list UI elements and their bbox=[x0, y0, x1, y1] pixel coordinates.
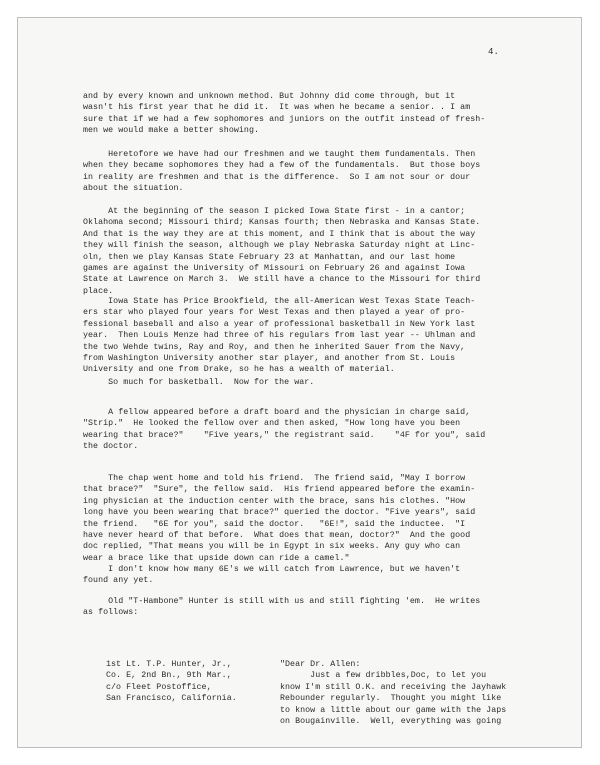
text-line: in reality are freshmen and that is the difference. So I am not sour or dour bbox=[83, 172, 471, 182]
text-line: I don't know how many 6E's we will catch from Lawrence, but we haven't bbox=[83, 565, 461, 574]
text-line: year. Then Louis Menze had three of his regulars from last year -- Uhlman and bbox=[83, 331, 476, 341]
text-line: from Washington University another star player, and another from St. Louis bbox=[83, 354, 456, 364]
text-line: that brace?" "Sure", the fellow said. His friend appeared before the examin- bbox=[83, 485, 476, 495]
text-line: At the beginning of the season I picked Iowa State first - in a cantor; bbox=[83, 207, 466, 216]
text-line: oln, then we play Kansas State February 23 at Manhattan, and our last home bbox=[83, 252, 456, 262]
text-line: doc replied, "That means you will be in Egypt in six weeks. Any guy who can bbox=[83, 542, 461, 552]
text-line: wasn't his first year that he did it. It was when he became a senior. . I am bbox=[83, 103, 471, 113]
paragraph-3 bbox=[83, 206, 553, 297]
text-line: State at Lawrence on March 3. We still have a chance to the Missouri for third bbox=[83, 275, 481, 285]
quoted-letter-line: know I'm still O.K. and receiving the Jayhawk bbox=[280, 682, 507, 692]
paragraph-2 bbox=[83, 149, 553, 195]
quoted-letter-line: to know a little about our game with the Japs bbox=[280, 705, 507, 715]
paragraph-5 bbox=[83, 377, 553, 388]
text-line: A fellow appeared before a draft board and the physician in charge said, bbox=[83, 408, 471, 417]
quoted-letter-line: "Dear Dr. Allen: bbox=[280, 660, 361, 669]
address-line: San Francisco, California. bbox=[106, 694, 237, 704]
text-line: Old "T-Hambone" Hunter is still with us and still fighting 'em. He writes bbox=[83, 597, 481, 606]
text-line: found any yet. bbox=[83, 576, 154, 586]
letter-address-block bbox=[106, 659, 246, 705]
typewritten-letter-page bbox=[18, 18, 581, 747]
text-line: long have you been wearing that brace?" queried the doctor. "Five years", said bbox=[83, 508, 476, 518]
text-line: as follows: bbox=[83, 608, 139, 618]
text-line: about the situation. bbox=[83, 184, 184, 194]
page-number: 4. bbox=[488, 47, 499, 57]
quoted-letter-line: Rebounder regularly. Thought you might like bbox=[280, 694, 502, 704]
text-line: fessional baseball and also a year of professional basketball in New York last bbox=[83, 319, 476, 329]
text-line: wearing that brace?" "Five years," the registrant said. "4F for you", said bbox=[83, 430, 486, 440]
paragraph-1 bbox=[83, 91, 553, 137]
document-page bbox=[17, 17, 582, 748]
address-line: 1st Lt. T.P. Hunter, Jr., bbox=[106, 660, 232, 669]
text-line: "Strip." He looked the fellow over and then asked, "How long have you been bbox=[83, 419, 461, 429]
quoted-letter-excerpt bbox=[280, 659, 560, 727]
quoted-letter-line: Just a few dribbles,Doc, to let you bbox=[280, 671, 487, 681]
text-line: the friend. "6E for you", said the doctor. "6E!", said the inductee. "I bbox=[83, 519, 466, 529]
text-line: Iowa State has Price Brookfield, the all-American West Texas State Teach- bbox=[83, 297, 476, 306]
text-line: the two Wehde twins, Ray and Roy, and then he inherited Sauer from the Navy, bbox=[83, 342, 466, 352]
text-line: sure that if we had a few sophomores and juniors on the outfit instead of fresh- bbox=[83, 114, 486, 124]
text-line: the doctor. bbox=[83, 442, 139, 452]
text-line: ing physician at the induction center with the brace, sans his clothes. "How bbox=[83, 496, 466, 506]
text-line: Heretofore we have had our freshmen and we taught them fundamentals. Then bbox=[83, 150, 476, 159]
text-line: have never heard of that before. What does that mean, doctor?" And the good bbox=[83, 531, 471, 541]
paragraph-7 bbox=[83, 473, 553, 564]
paragraph-6 bbox=[83, 407, 553, 453]
text-line: they will finish the season, although we play Nebraska Saturday night at Linc- bbox=[83, 241, 476, 251]
paragraph-4 bbox=[83, 296, 553, 376]
text-line: men we would make a better showing. bbox=[83, 126, 260, 136]
paragraph-9 bbox=[83, 596, 553, 619]
text-line: games are against the University of Missouri on February 26 and against Iowa bbox=[83, 264, 466, 274]
text-line: ers star who played four years for West Texas and then played a year of pro- bbox=[83, 308, 466, 318]
text-line: place. bbox=[83, 286, 114, 296]
paragraph-8 bbox=[83, 564, 553, 587]
text-line: when they became sophomores they had a few of the fundamentals. But those boys bbox=[83, 161, 481, 171]
text-line: The chap went home and told his friend. The friend said, "May I borrow bbox=[83, 474, 466, 483]
quoted-letter-line: on Bougainville. Well, everything was going bbox=[280, 717, 502, 727]
text-line: So much for basketball. Now for the war. bbox=[83, 378, 315, 387]
text-line: wear a brace like that upside down can ride a camel." bbox=[83, 553, 350, 563]
text-line: And that is the way they are at this moment, and I think that is about the way bbox=[83, 229, 476, 239]
address-line: c/o Fleet Postoffice, bbox=[106, 682, 212, 692]
address-line: Co. E, 2nd Bn., 9th Mar., bbox=[106, 671, 232, 681]
text-line: University and one from Drake, so he has a wealth of material. bbox=[83, 365, 395, 375]
text-line: and by every known and unknown method. But Johnny did come through, but it bbox=[83, 92, 456, 101]
text-line: Oklahoma second; Missouri third; Kansas fourth; then Nebraska and Kansas State. bbox=[83, 218, 481, 228]
